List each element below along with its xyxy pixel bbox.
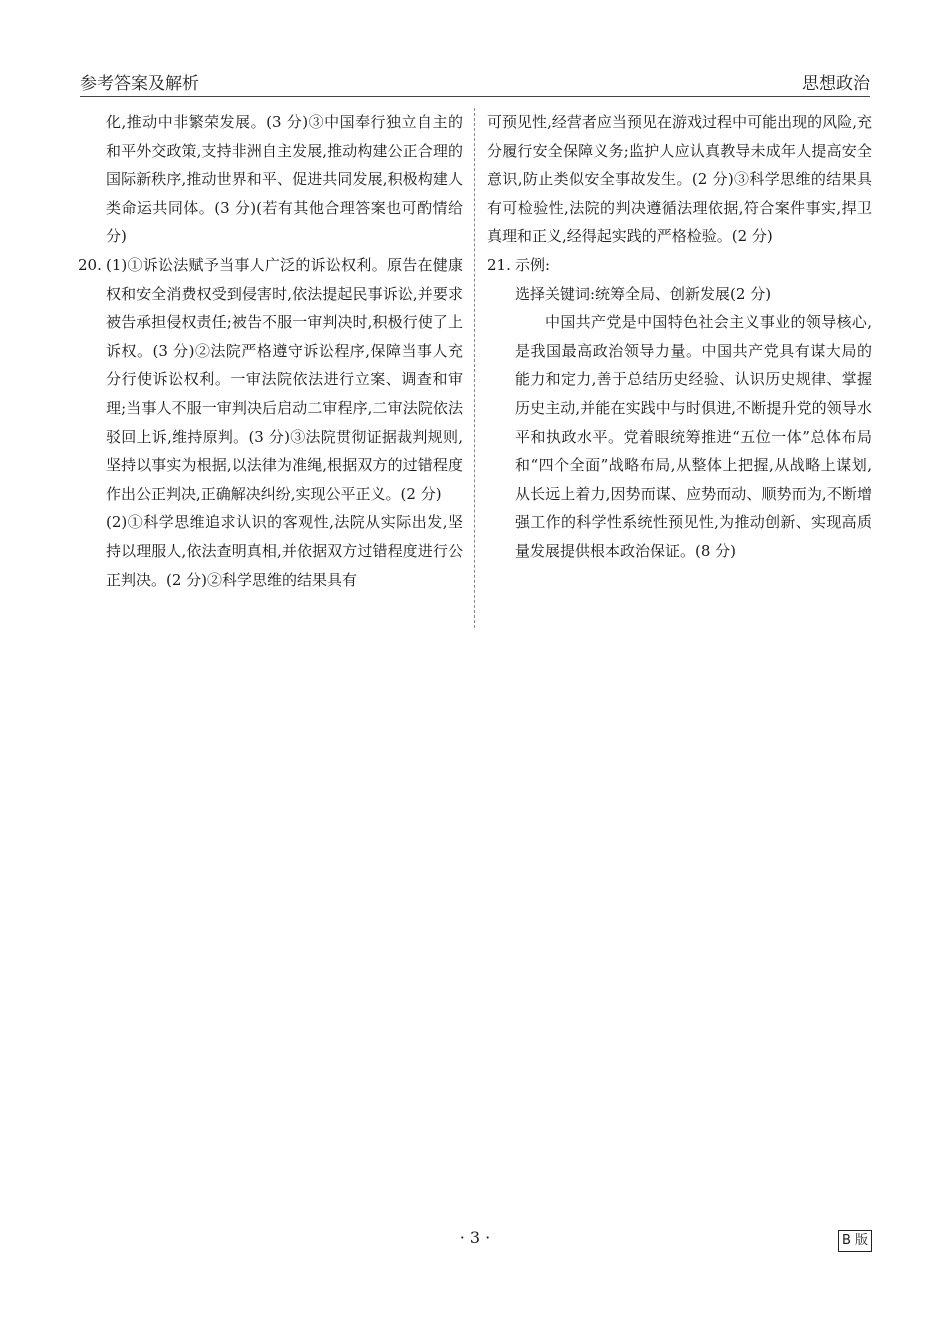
version-badge: B 版 — [838, 1230, 872, 1252]
right-column — [487, 108, 872, 566]
question-20 — [78, 251, 463, 594]
q21-essay: 中国共产党是中国特色社会主义事业的领导核心,是我国最高政治领导力量。中国共产党具有谋大局的能力和定力,善于总结历史经验、认识历史规律、掌握历史主动,并能在实践中与时俱进,不断提升党的领导水平和执政水平。党着眼统筹推进“五位一体”总体布局和“四个全面”战略布局,从整体上把握,从战略上谋划,从长远上着力,因势而谋、应势而动、顺势而为,不断增强工作的科学性系统性预见性,为推动创新、实现高质量发展提供根本政治保证。(8 分) — [515, 313, 872, 560]
question-21 — [487, 251, 872, 280]
q20-part2: (2)①科学思维追求认识的客观性,法院从实际出发,坚持以理服人,依法查明真相,并依据双方过错程度进行公正判决。(2 分)②科学思维的结果具有 — [106, 513, 463, 589]
q21-keywords: 选择关键词:统筹全局、创新发展(2 分) — [515, 284, 772, 303]
header-left-title: 参考答案及解析 — [80, 74, 199, 94]
q19-continuation: 化,推动中非繁荣发展。(3 分)③中国奉行独立自主的和平外交政策,支持非洲自主发展,推动构建公正合理的国际新秩序,推动世界和平、促进共同发展,积极构建人类命运共同体。(3 分)(若有其他合理答案也可酌情给分) — [106, 113, 463, 246]
page-number: · 3 · — [459, 1228, 491, 1247]
q21-label: 示例: — [515, 255, 551, 274]
column-divider — [474, 108, 475, 628]
q20-continuation: 可预见性,经营者应当预见在游戏过程中可能出现的风险,充分履行安全保障义务;监护人应认真教导未成年人提高安全意识,防止类似安全事故发生。(2 分)③科学思维的结果具有可检验性,法院的判决遵循法理依据,符合案件事实,捍卫真理和正义,经得起实践的严格检验。(2 分) — [487, 113, 872, 246]
left-column — [78, 108, 463, 594]
header-rule — [80, 96, 870, 97]
page-header — [80, 58, 870, 94]
q20-part1: (1)①诉讼法赋予当事人广泛的诉讼权利。原告在健康权和安全消费权受到侵害时,依法提起民事诉讼,并要求被告承担侵权责任;被告不服一审判决时,积极行使了上诉权。(3 分)②法院严格遵守诉讼程序,保障当事人充分行使诉讼权利。一审法院依法进行立案、调查和审理;当事人不服一审判决后启动二审程序,二审法院依法驳回上诉,维持原判。(3 分)③法院贯彻证据裁判规则,坚持以事实为根据,以法律为准绳,根据双方的过错程度作出公正判决,正确解决纠纷,实现公平正义。(2 分) — [106, 255, 463, 503]
header-subject: 思想政治 — [802, 74, 870, 94]
question-21-number: 21. — [487, 255, 511, 274]
question-20-number: 20. — [78, 255, 102, 274]
